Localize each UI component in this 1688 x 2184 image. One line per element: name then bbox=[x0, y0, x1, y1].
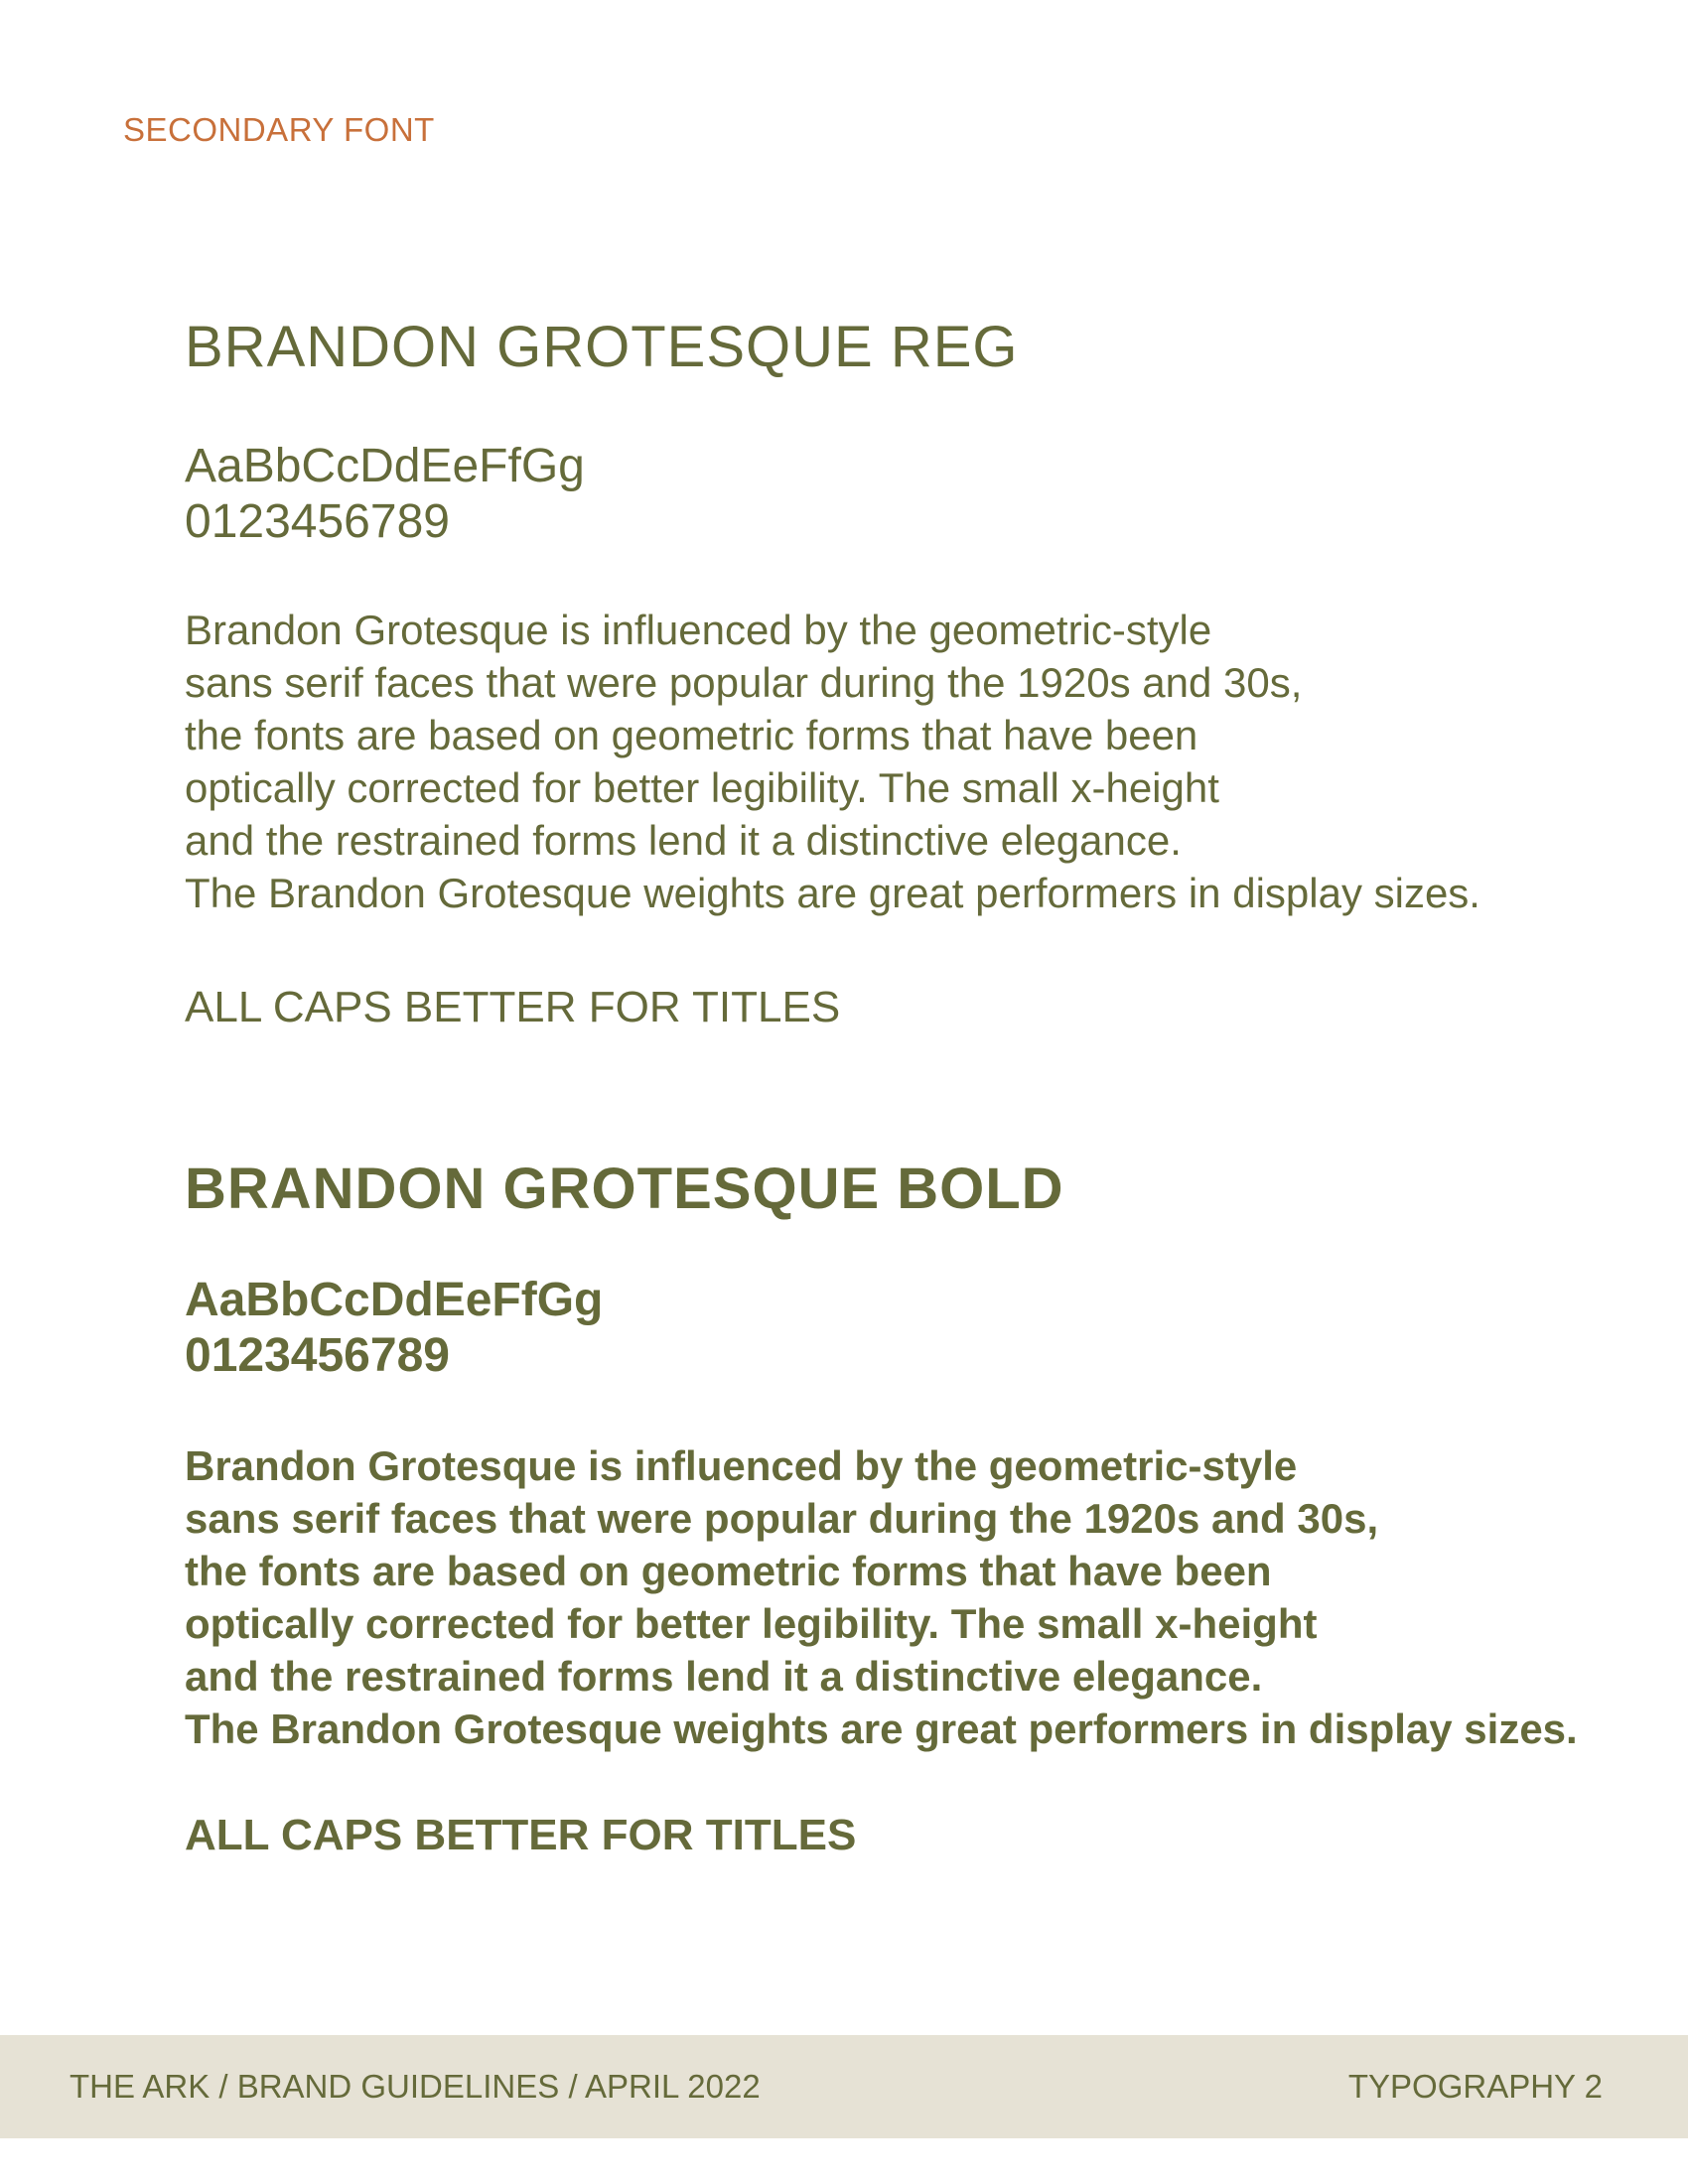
paragraph-line: sans serif faces that were popular during the 1920s and 30s, bbox=[185, 659, 1303, 706]
paragraph-line: and the restrained forms lend it a distinctive elegance. bbox=[185, 1653, 1263, 1700]
paragraph-line: optically corrected for better legibility. The small x-height bbox=[185, 1600, 1318, 1647]
page-footer bbox=[0, 2035, 1688, 2138]
paragraph-line: Brandon Grotesque is influenced by the geometric-style bbox=[185, 1442, 1298, 1489]
regular-numeral-sample: 0123456789 bbox=[185, 495, 450, 548]
regular-alphabet-sample: AaBbCcDdEeFfGg bbox=[185, 440, 585, 492]
bold-numeral-sample: 0123456789 bbox=[185, 1329, 450, 1382]
footer-page-label: TYPOGRAPHY 2 bbox=[1347, 2068, 1603, 2105]
regular-caps-note: ALL CAPS BETTER FOR TITLES bbox=[185, 983, 841, 1031]
paragraph-line: the fonts are based on geometric forms that have been bbox=[185, 712, 1198, 758]
bold-font-specimen bbox=[185, 1152, 1578, 1862]
paragraph-line: and the restrained forms lend it a distinctive elegance. bbox=[185, 817, 1182, 864]
regular-samples bbox=[185, 439, 1575, 550]
regular-font-name: BRANDON GROTESQUE REG bbox=[185, 315, 1019, 379]
bold-samples bbox=[185, 1273, 1575, 1384]
paragraph-line: optically corrected for better legibility. The small x-height bbox=[185, 764, 1219, 811]
footer-document-info: THE ARK / BRAND GUIDELINES / APRIL 2022 bbox=[70, 2068, 761, 2105]
paragraph-line: Brandon Grotesque is influenced by the geometric-style bbox=[185, 607, 1212, 653]
paragraph-line: the fonts are based on geometric forms that have been bbox=[185, 1548, 1272, 1594]
regular-paragraph bbox=[185, 604, 1575, 919]
regular-font-specimen bbox=[185, 310, 1575, 1034]
bold-paragraph bbox=[185, 1439, 1578, 1755]
bold-font-name: BRANDON GROTESQUE BOLD bbox=[185, 1157, 1064, 1221]
section-label: SECONDARY FONT bbox=[123, 111, 435, 148]
paragraph-line: sans serif faces that were popular during the 1920s and 30s, bbox=[185, 1495, 1379, 1542]
bold-alphabet-sample: AaBbCcDdEeFfGg bbox=[185, 1274, 604, 1326]
paragraph-line: The Brandon Grotesque weights are great performers in display sizes. bbox=[185, 870, 1480, 916]
paragraph-line: The Brandon Grotesque weights are great performers in display sizes. bbox=[185, 1706, 1578, 1752]
bold-caps-note: ALL CAPS BETTER FOR TITLES bbox=[185, 1811, 857, 1859]
